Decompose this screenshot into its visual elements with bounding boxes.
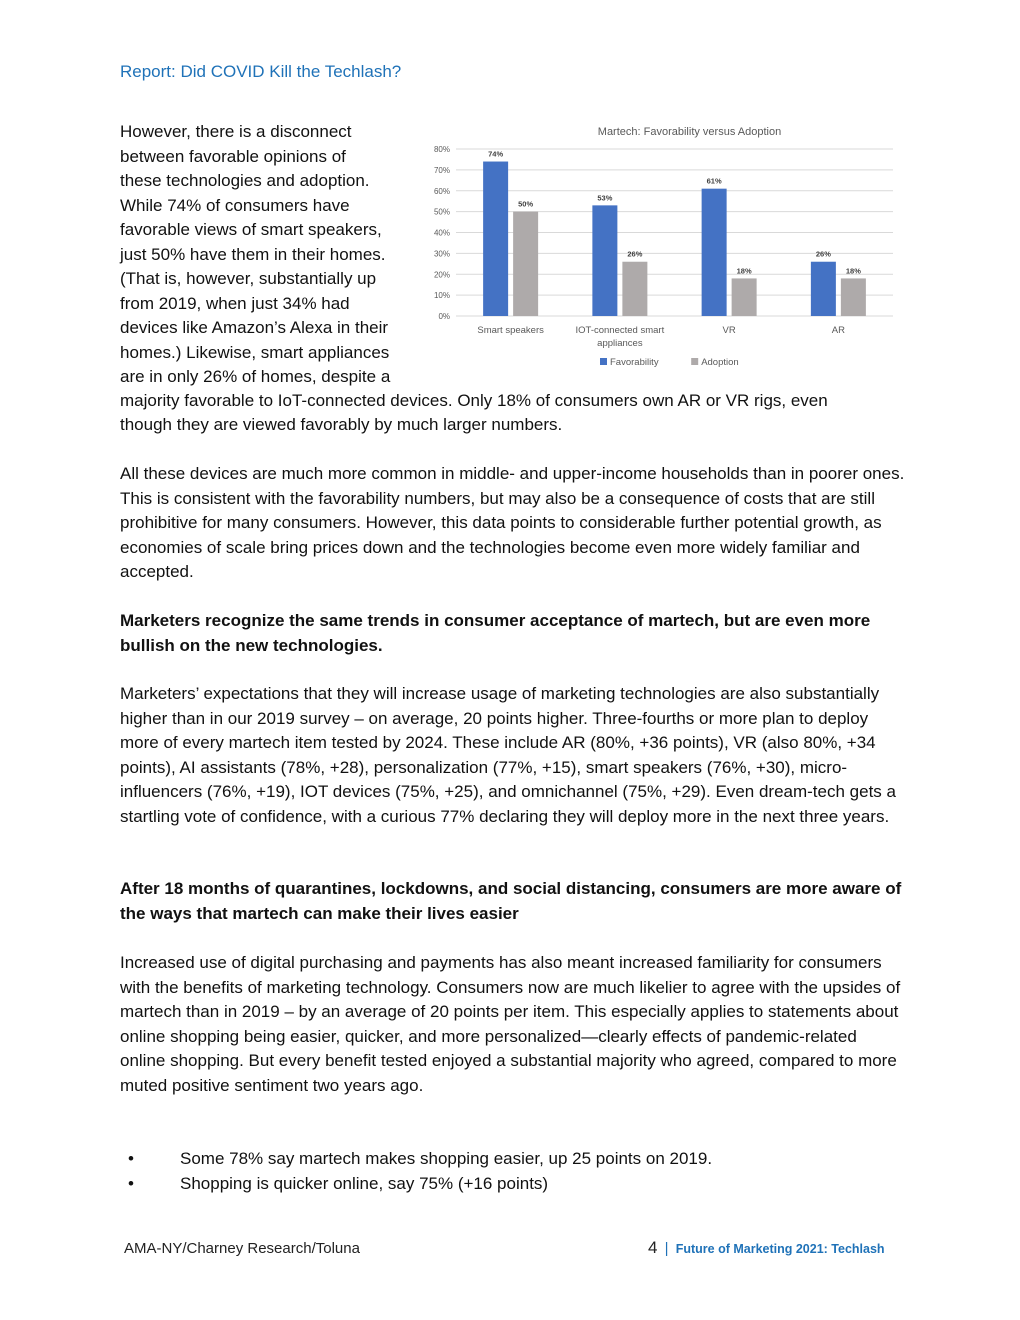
y-tick-label: 50% bbox=[433, 207, 450, 217]
data-label: 26% bbox=[815, 249, 831, 259]
y-tick-label: 0% bbox=[438, 312, 450, 321]
intro-line: favorable views of smart speakers, bbox=[120, 220, 382, 239]
data-label: 18% bbox=[736, 266, 752, 276]
intro-continuation-line: majority favorable to IoT-connected devices. Only 18% of consumers own AR or VR rigs, even bbox=[120, 391, 828, 410]
intro-line: just 50% have them in their homes. bbox=[120, 244, 386, 264]
footer-separator: | bbox=[664, 1240, 669, 1257]
page-number: 4 bbox=[648, 1238, 658, 1257]
data-label: 26% bbox=[627, 249, 643, 259]
x-category-label: Smart speakers bbox=[477, 325, 544, 336]
y-tick-label: 40% bbox=[433, 228, 450, 238]
x-category-label: VR bbox=[722, 325, 736, 336]
y-tick-label: 60% bbox=[433, 186, 450, 196]
footer-document-title: Future of Marketing 2021: Techlash bbox=[675, 1242, 885, 1256]
intro-line: these technologies and adoption. bbox=[120, 171, 370, 190]
y-tick-label: 30% bbox=[433, 249, 450, 259]
footer-page-info bbox=[648, 1238, 885, 1258]
data-label: 18% bbox=[845, 266, 861, 276]
data-label: 53% bbox=[597, 193, 613, 203]
intro-continuation-line: though they are viewed favorably by much larger numbers. bbox=[120, 415, 563, 434]
x-category-label: AR bbox=[831, 325, 845, 336]
bullet-icon: • bbox=[128, 1173, 134, 1193]
legend-swatch-favorability bbox=[600, 358, 607, 365]
intro-line: homes.) Likewise, smart appliances bbox=[120, 342, 390, 362]
bullet-text: Shopping is quicker online, say 75% (+16 points) bbox=[180, 1173, 549, 1193]
chart-title: Martech: Favorability versus Adoption bbox=[597, 126, 782, 138]
bar-favorability bbox=[592, 205, 617, 316]
martech-bar-chart bbox=[418, 120, 908, 382]
data-label: 74% bbox=[488, 149, 504, 159]
bullet-list bbox=[120, 1147, 712, 1196]
legend-label: Adoption bbox=[701, 357, 739, 368]
bar-adoption bbox=[841, 278, 866, 316]
section-heading: Marketers recognize the same trends in consumer acceptance of martech, but are even more bullish on the new technologies. bbox=[120, 611, 871, 655]
bar-adoption bbox=[732, 278, 757, 316]
intro-line: (That is, however, substantially up bbox=[120, 269, 377, 288]
intro-line: between favorable opinions of bbox=[120, 146, 346, 166]
bullet-item bbox=[120, 1172, 712, 1197]
body-paragraph: Marketers’ expectations that they will increase usage of marketing technologies are also substantially higher than in our 2019 survey – on average, 20 points higher. Three-fourths or more plan to deploy more of every martech item tested by 2024. These include AR (80%, +36 points), VR (also 80%, +34 points), AI assistants (78%, +28), personalization (77%, +15), smart speakers (76%, +30), micro-influencers (76%, +19), IOT devices (75%, +25), and omnichannel (75%, +29). Even dream-tech gets a startling vote of confidence, with a curious 77% declaring they will deploy more in the next three years. bbox=[120, 684, 896, 826]
bullet-icon: • bbox=[128, 1149, 134, 1168]
legend-label: Favorability bbox=[610, 357, 659, 368]
y-tick-label: 20% bbox=[433, 270, 450, 280]
bar-favorability bbox=[483, 162, 508, 316]
intro-line: While 74% of consumers have bbox=[120, 195, 350, 215]
bar-favorability bbox=[702, 189, 727, 316]
section-heading: After 18 months of quarantines, lockdowns, and social distancing, consumers are more aware of the ways that martech can make their lives easier bbox=[120, 879, 902, 923]
body-paragraph: All these devices are much more common in middle- and upper-income households than in poorer ones. This is consistent with the favorability numbers, but may also be a consequence of costs that are still prohibitive for many consumers. However, this data points to considerable further potential growth, as economies of scale bring prices down and the technologies become even more widely familiar and accepted. bbox=[120, 464, 905, 581]
y-tick-label: 10% bbox=[433, 291, 450, 301]
bullet-item bbox=[120, 1147, 712, 1172]
page-header-title: Report: Did COVID Kill the Techlash? bbox=[120, 62, 402, 81]
body-paragraph: Increased use of digital purchasing and payments has also meant increased familiarity for consumers with the benefits of marketing technology. Consumers now are much likelier to agree with the upsides of martech than in 2019 – by an average of 20 points per item. This especially applies to statements about online shopping being easier, quicker, and more personalized—clearly effects of pandemic-related online shopping. But every benefit tested enjoyed a substantial majority who agreed, compared to more muted positive sentiment two years ago. bbox=[120, 953, 901, 1095]
intro-line: However, there is a disconnect bbox=[120, 122, 352, 141]
data-label: 61% bbox=[706, 176, 722, 186]
x-category-label: IOT-connected smart bbox=[575, 325, 665, 336]
intro-line: from 2019, when just 34% had bbox=[120, 293, 350, 313]
bar-adoption bbox=[513, 212, 538, 316]
intro-line: are in only 26% of homes, despite a bbox=[120, 367, 391, 386]
x-category-label: appliances bbox=[597, 338, 643, 349]
chart-svg bbox=[418, 120, 908, 382]
footer-organizations: AMA-NY/Charney Research/Toluna bbox=[124, 1240, 360, 1257]
legend-swatch-adoption bbox=[691, 358, 698, 365]
bullet-text: Some 78% say martech makes shopping easier, up 25 points on 2019. bbox=[180, 1149, 713, 1168]
y-tick-label: 80% bbox=[433, 145, 450, 154]
bar-adoption bbox=[622, 262, 647, 316]
data-label: 50% bbox=[518, 199, 534, 209]
intro-line: devices like Amazon’s Alexa in their bbox=[120, 318, 389, 337]
bar-favorability bbox=[811, 262, 836, 316]
intro-paragraph-wrapped bbox=[120, 120, 420, 390]
y-tick-label: 70% bbox=[433, 165, 450, 175]
